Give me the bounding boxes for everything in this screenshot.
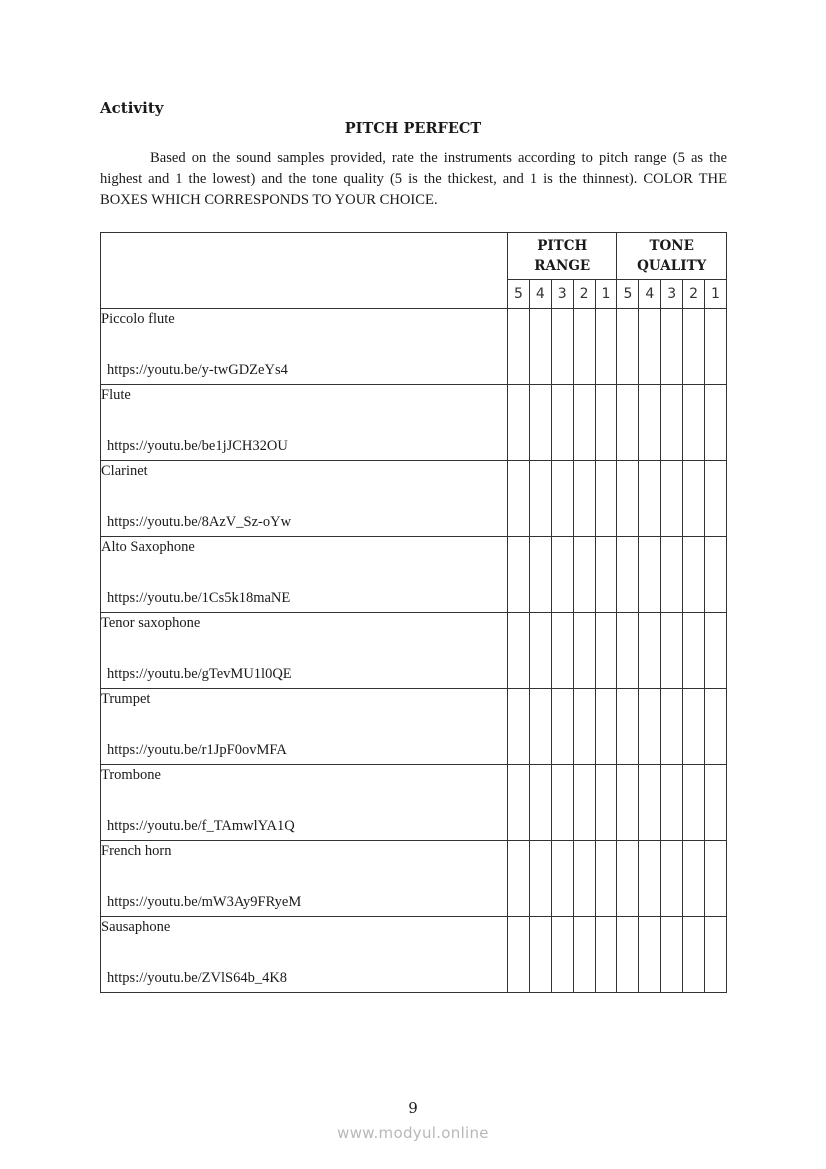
activity-heading: Activity [100, 99, 164, 117]
pitch-scale-3: 3 [551, 280, 573, 309]
pitch-scale-5: 5 [508, 280, 530, 309]
instrument-name: Clarinet [101, 463, 148, 479]
pitch-box-2[interactable] [573, 385, 595, 461]
tone-box-1[interactable] [705, 461, 727, 537]
pitch-box-4[interactable] [529, 689, 551, 765]
pitch-box-5[interactable] [508, 461, 530, 537]
instrument-name: Alto Saxophone [101, 539, 195, 555]
tone-box-1[interactable] [705, 841, 727, 917]
pitch-box-3[interactable] [551, 309, 573, 385]
pitch-box-2[interactable] [573, 765, 595, 841]
pitch-box-4[interactable] [529, 537, 551, 613]
pitch-box-2[interactable] [573, 689, 595, 765]
pitch-box-4[interactable] [529, 461, 551, 537]
tone-box-4[interactable] [639, 841, 661, 917]
tone-box-1[interactable] [705, 613, 727, 689]
pitch-box-4[interactable] [529, 309, 551, 385]
tone-scale-4: 4 [639, 280, 661, 309]
tone-scale-1: 1 [705, 280, 727, 309]
pitch-box-5[interactable] [508, 309, 530, 385]
blank-header-cell [101, 233, 508, 309]
tone-quality-header: TONE QUALITY [617, 233, 727, 280]
pitch-box-2[interactable] [573, 613, 595, 689]
instrument-name: Trombone [101, 767, 161, 783]
sample-link[interactable]: https://youtu.be/gTevMU1l0QE [107, 666, 292, 682]
pitch-box-5[interactable] [508, 765, 530, 841]
page-number: 9 [408, 1099, 418, 1117]
pitch-box-4[interactable] [529, 765, 551, 841]
table-row [101, 613, 727, 689]
instrument-cell [101, 309, 508, 385]
tone-box-2[interactable] [683, 765, 705, 841]
pitch-box-5[interactable] [508, 689, 530, 765]
sample-link[interactable]: https://youtu.be/1Cs5k18maNE [107, 590, 291, 606]
tone-box-3[interactable] [661, 461, 683, 537]
pitch-box-5[interactable] [508, 841, 530, 917]
tone-box-4[interactable] [639, 917, 661, 993]
table-row [101, 917, 727, 993]
pitch-box-1[interactable] [595, 765, 617, 841]
tone-box-3[interactable] [661, 385, 683, 461]
instrument-cell [101, 765, 508, 841]
tone-box-2[interactable] [683, 689, 705, 765]
tone-box-3[interactable] [661, 689, 683, 765]
table-row [101, 309, 727, 385]
pitch-box-1[interactable] [595, 689, 617, 765]
tone-box-3[interactable] [661, 309, 683, 385]
pitch-box-2[interactable] [573, 537, 595, 613]
instrument-name: Piccolo flute [101, 311, 175, 327]
tone-box-4[interactable] [639, 765, 661, 841]
pitch-box-1[interactable] [595, 309, 617, 385]
table-row [101, 689, 727, 765]
rating-table [100, 232, 727, 993]
instrument-name: French horn [101, 843, 172, 859]
instrument-cell [101, 689, 508, 765]
tone-box-2[interactable] [683, 613, 705, 689]
tone-box-2[interactable] [683, 537, 705, 613]
instrument-cell [101, 917, 508, 993]
pitch-box-3[interactable] [551, 385, 573, 461]
tone-box-3[interactable] [661, 841, 683, 917]
tone-scale-5: 5 [617, 280, 639, 309]
tone-box-4[interactable] [639, 613, 661, 689]
sample-link[interactable]: https://youtu.be/y-twGDZeYs4 [107, 362, 288, 378]
watermark: www.modyul.online [337, 1124, 489, 1142]
tone-box-3[interactable] [661, 613, 683, 689]
sample-link[interactable]: https://youtu.be/ZVlS64b_4K8 [107, 970, 288, 986]
pitch-box-3[interactable] [551, 841, 573, 917]
pitch-range-header: PITCH RANGE [508, 233, 617, 280]
table-row [101, 841, 727, 917]
tone-box-3[interactable] [661, 917, 683, 993]
pitch-scale-1: 1 [595, 280, 617, 309]
tone-box-4[interactable] [639, 309, 661, 385]
sample-link[interactable]: https://youtu.be/8AzV_Sz-oYw [107, 514, 292, 530]
table-row [101, 385, 727, 461]
tone-box-1[interactable] [705, 385, 727, 461]
tone-box-5[interactable] [617, 309, 639, 385]
tone-box-5[interactable] [617, 537, 639, 613]
pitch-box-3[interactable] [551, 613, 573, 689]
pitch-box-5[interactable] [508, 537, 530, 613]
tone-box-5[interactable] [617, 385, 639, 461]
pitch-box-1[interactable] [595, 461, 617, 537]
instrument-cell [101, 841, 508, 917]
pitch-box-3[interactable] [551, 689, 573, 765]
tone-box-4[interactable] [639, 461, 661, 537]
tone-scale-3: 3 [661, 280, 683, 309]
pitch-box-2[interactable] [573, 461, 595, 537]
pitch-scale-4: 4 [529, 280, 551, 309]
tone-box-4[interactable] [639, 537, 661, 613]
pitch-scale-2: 2 [573, 280, 595, 309]
tone-box-3[interactable] [661, 537, 683, 613]
instrument-name: Trumpet [101, 691, 151, 707]
tone-box-5[interactable] [617, 841, 639, 917]
tone-box-2[interactable] [683, 385, 705, 461]
table-row [101, 765, 727, 841]
pitch-box-4[interactable] [529, 841, 551, 917]
tone-box-5[interactable] [617, 613, 639, 689]
tone-box-4[interactable] [639, 385, 661, 461]
sample-link[interactable]: https://youtu.be/r1JpF0ovMFA [107, 742, 287, 758]
table-row [101, 461, 727, 537]
tone-box-1[interactable] [705, 765, 727, 841]
table-row [101, 537, 727, 613]
sample-link[interactable]: https://youtu.be/be1jJCH32OU [107, 438, 288, 454]
tone-box-3[interactable] [661, 765, 683, 841]
pitch-box-2[interactable] [573, 841, 595, 917]
tone-box-1[interactable] [705, 309, 727, 385]
pitch-box-1[interactable] [595, 917, 617, 993]
pitch-box-5[interactable] [508, 613, 530, 689]
pitch-box-4[interactable] [529, 917, 551, 993]
pitch-box-2[interactable] [573, 309, 595, 385]
instrument-cell [101, 385, 508, 461]
tone-box-1[interactable] [705, 537, 727, 613]
pitch-box-1[interactable] [595, 385, 617, 461]
tone-box-2[interactable] [683, 917, 705, 993]
pitch-box-3[interactable] [551, 537, 573, 613]
pitch-box-1[interactable] [595, 613, 617, 689]
pitch-box-1[interactable] [595, 841, 617, 917]
pitch-box-4[interactable] [529, 385, 551, 461]
instrument-cell [101, 613, 508, 689]
pitch-box-2[interactable] [573, 917, 595, 993]
tone-box-5[interactable] [617, 689, 639, 765]
tone-box-4[interactable] [639, 689, 661, 765]
pitch-box-1[interactable] [595, 537, 617, 613]
tone-scale-2: 2 [683, 280, 705, 309]
page-title: PITCH PERFECT [344, 120, 482, 137]
pitch-box-3[interactable] [551, 461, 573, 537]
tone-box-2[interactable] [683, 309, 705, 385]
tone-box-5[interactable] [617, 765, 639, 841]
pitch-box-3[interactable] [551, 917, 573, 993]
instrument-cell [101, 537, 508, 613]
tone-box-5[interactable] [617, 461, 639, 537]
sample-link[interactable]: https://youtu.be/f_TAmwlYA1Q [107, 818, 295, 834]
tone-box-1[interactable] [705, 917, 727, 993]
tone-box-2[interactable] [683, 461, 705, 537]
pitch-box-3[interactable] [551, 765, 573, 841]
instructions-paragraph: Based on the sound samples provided, rate the instruments according to pitch range (5 as the highest and 1 the lowest) and the tone quality (5 is the thickest, and 1 is the thinnest). COLOR THE BOXES WHICH CORRESPONDS TO YOUR CHOICE. [100, 150, 727, 208]
instrument-cell [101, 461, 508, 537]
instrument-name: Flute [101, 387, 131, 403]
instrument-name: Sausaphone [101, 919, 171, 935]
sample-link[interactable]: https://youtu.be/mW3Ay9FRyeM [107, 894, 302, 910]
pitch-box-5[interactable] [508, 917, 530, 993]
tone-box-5[interactable] [617, 917, 639, 993]
pitch-box-4[interactable] [529, 613, 551, 689]
tone-box-2[interactable] [683, 841, 705, 917]
pitch-box-5[interactable] [508, 385, 530, 461]
tone-box-1[interactable] [705, 689, 727, 765]
instrument-name: Tenor saxophone [101, 615, 201, 631]
